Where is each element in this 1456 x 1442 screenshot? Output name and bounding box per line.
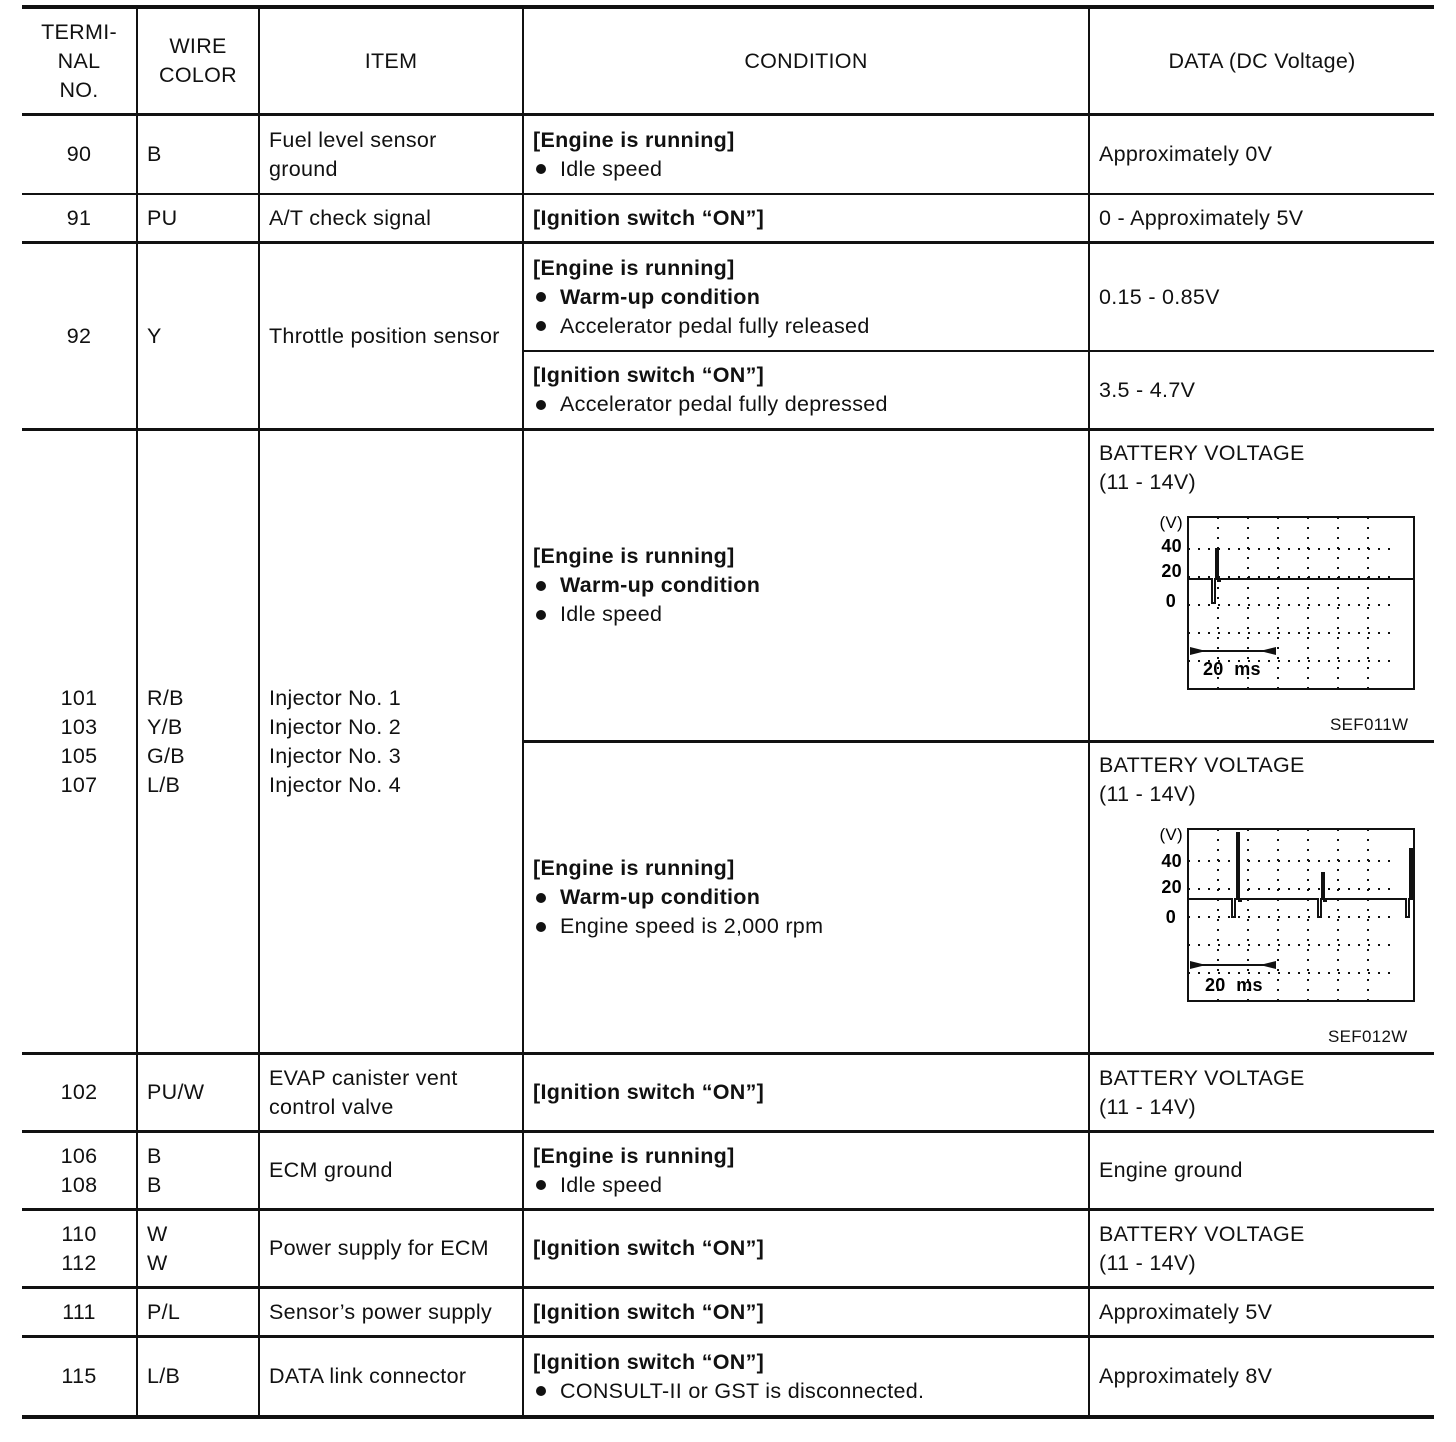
condition-heading: [Ignition switch “ON”] <box>533 363 765 387</box>
condition-heading: [Ignition switch “ON”] <box>533 205 765 230</box>
data-value: BATTERY VOLTAGE <box>1099 1065 1305 1090</box>
data-cell <box>1090 352 1434 428</box>
item-text: Fuel level sensor <box>269 127 437 152</box>
item-text: Throttle position sensor <box>269 323 500 348</box>
item-text: Injector No. 3 <box>269 743 402 768</box>
waveform-tick: 0 <box>1165 591 1176 611</box>
waveform-tick: 20 <box>1161 877 1182 897</box>
data-cell <box>1090 195 1434 241</box>
condition-bullet <box>533 312 870 341</box>
item-text: Injector No. 1 <box>269 685 402 710</box>
item-cell <box>260 1338 522 1415</box>
wire-cell <box>138 244 258 428</box>
terminal-cell <box>22 195 136 241</box>
wire-cell <box>138 1055 258 1130</box>
bullet-icon <box>536 1386 546 1396</box>
header-condition <box>524 9 1088 113</box>
terminal-cell <box>22 1338 136 1415</box>
bullet-text: Warm-up condition <box>560 284 761 309</box>
figure-code: SEF011W <box>1330 715 1409 734</box>
terminal-cell <box>22 431 136 1052</box>
bullet-text: Idle speed <box>560 602 663 626</box>
condition-heading: [Ignition switch “ON”] <box>533 1236 765 1260</box>
header-text: CONDITION <box>744 48 868 73</box>
terminal-cell <box>22 244 136 428</box>
terminal-number: 107 <box>60 772 98 797</box>
condition-bullet <box>533 1171 735 1200</box>
item-text: Power supply for ECM <box>269 1236 489 1260</box>
condition-cell <box>524 1338 1088 1415</box>
wire-cell <box>138 1133 258 1208</box>
terminal-number: 103 <box>60 714 98 739</box>
bullet-text: CONSULT-II or GST is disconnected. <box>560 1378 925 1403</box>
wire-cell <box>138 1289 258 1335</box>
item-text: DATA link connector <box>269 1364 467 1388</box>
data-value: BATTERY VOLTAGE <box>1099 753 1305 777</box>
waveform-tick: 0 <box>1165 907 1176 927</box>
data-cell <box>1090 1289 1434 1335</box>
item-cell <box>260 431 522 1052</box>
condition-cell <box>524 195 1088 241</box>
data-value: (11 - 14V) <box>1099 470 1196 494</box>
time-scale-arrow <box>1260 647 1276 655</box>
bullet-text: Warm-up condition <box>560 885 761 909</box>
condition-cell <box>524 244 1088 350</box>
item-cell <box>260 195 522 241</box>
item-text: Sensor’s power supply <box>269 1299 493 1324</box>
waveform-tick: 20 <box>1161 561 1182 581</box>
injector-waveform-idle <box>1090 431 1434 740</box>
condition-heading: [Engine is running] <box>533 127 735 152</box>
condition-cell <box>524 1211 1088 1286</box>
wire-cell <box>138 116 258 193</box>
bullet-icon <box>536 292 546 302</box>
bullet-icon <box>536 922 546 932</box>
condition-cell <box>524 431 1088 740</box>
data-value: (11 - 14V) <box>1099 1250 1196 1275</box>
wire-color: P/L <box>147 1299 181 1324</box>
data-value: BATTERY VOLTAGE <box>1099 1221 1305 1246</box>
data-cell <box>1090 1055 1434 1130</box>
terminal-number: 111 <box>62 1299 96 1324</box>
item-cell <box>260 244 522 428</box>
data-cell <box>1090 743 1434 1052</box>
table-bottom-border <box>22 1415 1434 1419</box>
item-text: Injector No. 4 <box>269 772 402 797</box>
item-text: EVAP canister vent <box>269 1065 458 1090</box>
terminal-cell <box>22 1289 136 1335</box>
data-value: Approximately 0V <box>1099 142 1273 166</box>
condition-heading: [Ignition switch “ON”] <box>533 1299 765 1324</box>
condition-heading: [Ignition switch “ON”] <box>533 1080 765 1104</box>
terminal-cell <box>22 1133 136 1208</box>
terminal-cell <box>22 1055 136 1130</box>
data-cell <box>1090 431 1434 740</box>
terminal-number: 115 <box>61 1364 97 1388</box>
data-cell <box>1090 116 1434 193</box>
wire-color: PU/W <box>147 1080 205 1104</box>
data-value: 0 - Approximately 5V <box>1099 205 1304 230</box>
time-scale-arrow <box>1190 647 1206 655</box>
condition-bullet <box>533 390 888 419</box>
data-value: Approximately 8V <box>1099 1364 1273 1388</box>
item-cell <box>260 1055 522 1130</box>
item-text: control valve <box>269 1094 394 1119</box>
terminal-number: 105 <box>60 743 98 768</box>
terminal-number: 102 <box>60 1080 98 1104</box>
wire-color: Y <box>147 323 162 348</box>
wire-color: Y/B <box>147 714 183 739</box>
bullet-text: Accelerator pedal fully depressed <box>560 392 888 416</box>
header-text: NAL <box>57 48 101 73</box>
waveform-time-label: 20 ms <box>1205 975 1263 995</box>
wire-cell <box>138 1338 258 1415</box>
item-cell <box>260 1289 522 1335</box>
data-value: 3.5 - 4.7V <box>1099 377 1196 402</box>
data-value: (11 - 14V) <box>1099 782 1196 806</box>
condition-heading: [Engine is running] <box>533 544 735 568</box>
header-terminal-no <box>22 9 136 113</box>
bullet-text: Accelerator pedal fully released <box>560 313 870 338</box>
wire-color: PU <box>147 205 178 230</box>
header-text: WIRE <box>169 34 227 58</box>
time-scale-arrow <box>1190 961 1206 969</box>
bullet-text: Idle speed <box>560 1172 663 1197</box>
data-cell <box>1090 1338 1434 1415</box>
condition-cell <box>524 1289 1088 1335</box>
condition-heading: [Engine is running] <box>533 856 735 880</box>
waveform-tick: 40 <box>1161 851 1182 871</box>
terminal-cell <box>22 116 136 193</box>
terminal-number: 92 <box>66 323 92 348</box>
header-item <box>260 9 522 113</box>
item-text: ECM ground <box>269 1158 393 1182</box>
condition-cell <box>524 352 1088 428</box>
terminal-number: 101 <box>60 685 98 710</box>
waveform-trace <box>1188 833 1414 917</box>
wire-color: R/B <box>147 685 184 710</box>
wire-color: L/B <box>147 772 181 797</box>
header-text: ITEM <box>364 48 418 73</box>
condition-heading: [Engine is running] <box>533 255 735 280</box>
header-text: NO. <box>59 77 99 102</box>
data-value: (11 - 14V) <box>1099 1094 1196 1119</box>
data-value: BATTERY VOLTAGE <box>1099 441 1305 465</box>
wire-color: B <box>147 1172 162 1197</box>
wire-color: B <box>147 1143 162 1168</box>
waveform-time-label: 20 ms <box>1203 659 1261 679</box>
bullet-icon <box>536 610 546 620</box>
wire-color: W <box>147 1221 168 1246</box>
terminal-number: 108 <box>60 1172 98 1197</box>
wire-color: L/B <box>147 1364 181 1388</box>
data-value: Engine ground <box>1099 1158 1243 1182</box>
header-wire-color <box>138 9 258 113</box>
condition-cell <box>524 1055 1088 1130</box>
waveform-unit: (V) <box>1159 513 1183 532</box>
data-cell <box>1090 244 1434 350</box>
item-cell <box>260 1133 522 1208</box>
data-value: 0.15 - 0.85V <box>1099 284 1220 309</box>
bullet-icon <box>536 1180 546 1190</box>
wire-color: G/B <box>147 743 185 768</box>
condition-bullet <box>533 1377 924 1406</box>
wire-color: W <box>147 1250 168 1275</box>
data-value: Approximately 5V <box>1099 1299 1273 1324</box>
wire-color: B <box>147 142 162 166</box>
header-data <box>1090 9 1434 113</box>
time-scale-arrow <box>1260 961 1276 969</box>
data-cell <box>1090 1133 1434 1208</box>
item-cell <box>260 1211 522 1286</box>
condition-heading: [Ignition switch “ON”] <box>533 1349 765 1374</box>
bullet-icon <box>536 893 546 903</box>
header-text: DATA (DC Voltage) <box>1168 48 1356 73</box>
wire-cell <box>138 431 258 1052</box>
wire-cell <box>138 1211 258 1286</box>
terminal-cell <box>22 1211 136 1286</box>
waveform-trace <box>1188 549 1414 603</box>
condition-bullet <box>533 912 823 941</box>
item-text: Injector No. 2 <box>269 714 402 739</box>
bullet-text: Engine speed is 2,000 rpm <box>560 914 824 938</box>
condition-bullet <box>533 883 823 912</box>
bullet-icon <box>536 581 546 591</box>
condition-cell <box>524 743 1088 1052</box>
wire-cell <box>138 195 258 241</box>
waveform-unit: (V) <box>1159 825 1183 844</box>
condition-bullet <box>533 155 735 184</box>
bullet-text: Warm-up condition <box>560 573 761 597</box>
condition-bullet <box>533 600 760 629</box>
injector-waveform-2000rpm <box>1090 743 1434 1052</box>
terminal-number: 112 <box>61 1250 97 1275</box>
data-cell <box>1090 1211 1434 1286</box>
condition-bullet <box>533 283 870 312</box>
condition-heading: [Engine is running] <box>533 1143 735 1168</box>
terminal-number: 90 <box>66 142 92 166</box>
terminal-number: 106 <box>60 1143 98 1168</box>
header-text: COLOR <box>159 63 237 87</box>
figure-code: SEF012W <box>1328 1027 1408 1046</box>
bullet-icon <box>536 321 546 331</box>
waveform-tick: 40 <box>1161 536 1182 556</box>
item-text: ground <box>269 156 338 181</box>
condition-cell <box>524 116 1088 193</box>
terminal-data-table <box>22 5 1434 1419</box>
terminal-number: 110 <box>61 1221 97 1246</box>
bullet-icon <box>536 400 546 410</box>
bullet-text: Idle speed <box>560 156 663 181</box>
condition-cell <box>524 1133 1088 1208</box>
item-cell <box>260 116 522 193</box>
condition-bullet <box>533 571 760 600</box>
bullet-icon <box>536 164 546 174</box>
terminal-number: 91 <box>66 205 92 230</box>
item-text: A/T check signal <box>269 205 432 230</box>
header-text: TERMI- <box>41 19 117 44</box>
